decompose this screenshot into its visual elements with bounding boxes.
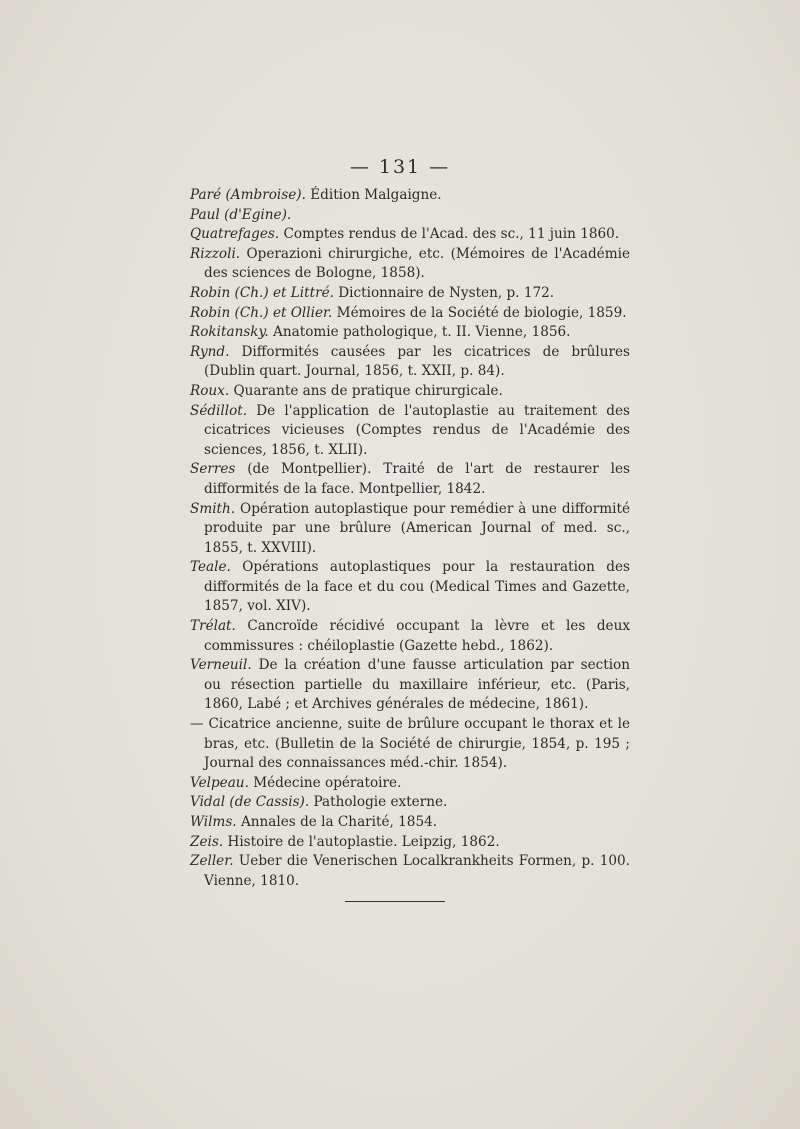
bibliography-entry — [190, 225, 630, 245]
entry-author: Wilms. — [190, 814, 237, 830]
entry-text: Comptes rendus de l'Acad. des sc., 11 juin 1860. — [279, 226, 620, 243]
entry-text: Quarante ans de pratique chirurgicale. — [229, 382, 503, 399]
entry-text: Anatomie pathologique, t. II. Vienne, 1856. — [268, 324, 571, 341]
entry-author: Verneuil. — [190, 657, 252, 674]
bibliography-entry — [190, 656, 630, 715]
bibliography-entry — [190, 852, 630, 891]
bibliography-entry — [190, 793, 630, 813]
entry-author: Rizzoli. — [190, 245, 241, 262]
entry-author: Paré (Ambroise). — [190, 187, 306, 203]
entry-author: Velpeau. — [190, 774, 249, 791]
entry-text: Pathologie externe. — [309, 794, 448, 811]
bibliography-entry — [190, 500, 630, 559]
entry-text: — Cicatrice ancienne, suite de brûlure occupant le thorax et le bras, etc. (Bulletin de la Société de chirurgie, 1854, p. 195 ; Journal des connaissances méd.-chir. 1854). — [190, 716, 630, 772]
bibliography-entry — [190, 245, 630, 284]
bibliography-entry — [190, 206, 630, 226]
entry-author: Zeller. — [190, 853, 234, 870]
entry-text: Difformités causées par les cicatrices de brûlures (Dublin quart. Journal, 1856, t. XXII, p. 84). — [204, 343, 630, 380]
entry-text: Histoire de l'autoplastie. Leipzig, 1862. — [223, 833, 500, 850]
bibliography-entry — [190, 304, 630, 324]
entry-author: Robin (Ch.) et Littré. — [190, 284, 334, 301]
bibliography-entry — [190, 715, 630, 774]
bibliography-entry — [190, 813, 630, 833]
bibliography-entry — [190, 343, 630, 382]
entry-author: Serres — [190, 461, 236, 478]
entry-author: Quatrefages. — [190, 226, 280, 243]
entry-author: Zeis. — [190, 833, 224, 850]
entry-text: Opération autoplastique pour remédier à une difformité produite par une brûlure (American Journal of med. sc., 1855, t. XXVIII). — [204, 500, 630, 556]
bibliography-entry — [190, 284, 630, 304]
entry-author: Robin (Ch.) et Ollier. — [190, 304, 333, 321]
entry-author: Vidal (de Cassis). — [190, 794, 310, 811]
entry-author: Smith. — [190, 500, 236, 517]
page-number: — 131 — — [349, 156, 451, 178]
entry-author: Rynd. — [190, 343, 230, 360]
bibliography-entry — [190, 460, 630, 499]
bibliography-entry — [190, 774, 630, 794]
entry-author: Sédillot. — [190, 402, 248, 419]
entry-text: Ueber die Venerischen Localkrankheits Formen, p. 100. Vienne, 1810. — [204, 853, 630, 889]
bibliography-entry — [190, 186, 630, 206]
entry-author: Paul (d'Egine). — [190, 206, 292, 223]
entry-author: Rokitansky. — [190, 324, 269, 341]
entry-author: Roux. — [190, 382, 230, 399]
entry-author: Teale. — [190, 559, 231, 576]
entry-text: Dictionnaire de Nysten, p. 172. — [333, 284, 555, 301]
bibliography-entry — [190, 402, 630, 461]
entry-text: Édition Malgaigne. — [305, 187, 442, 203]
end-rule — [345, 901, 445, 902]
entry-text: Opérations autoplastiques pour la restauration des difformités de la face et du cou (Medical Times and Gazette, 1857, vol. XIV). — [204, 559, 630, 615]
entry-text: (de Montpellier). Traité de l'art de restaurer les difformités de la face. Montpellier, 1842. — [204, 461, 630, 497]
bibliography-entry — [190, 558, 630, 617]
bibliography-list — [190, 186, 630, 891]
entry-text: De l'application de l'autoplastie au traitement des cicatrices vicieuses (Comptes rendus de l'Académie des sciences, 1856, t. XLII). — [204, 402, 630, 458]
entry-text: Mémoires de la Société de biologie, 1859. — [332, 304, 627, 321]
bibliography-entry — [190, 617, 630, 656]
bibliography-entry — [190, 382, 630, 402]
entry-text: De la création d'une fausse articulation par section ou résection partielle du maxillaire inférieur, etc. (Paris, 1860, Labé ; et Archives générales de médecine, 1861). — [204, 657, 630, 713]
entry-text: Cancroïde récidivé occupant la lèvre et les deux commissures : chéiloplastie (Gazette hebd., 1862). — [204, 618, 630, 654]
bibliography-entry — [190, 833, 630, 853]
entry-author: Trélat. — [190, 618, 236, 635]
entry-text: Operazioni chirurgiche, etc. (Mémoires de l'Académie des sciences de Bologne, 1858). — [204, 245, 630, 282]
bibliography-entry — [190, 323, 630, 343]
entry-text: Annales de la Charité, 1854. — [236, 814, 438, 830]
entry-text: Médecine opératoire. — [248, 774, 402, 791]
